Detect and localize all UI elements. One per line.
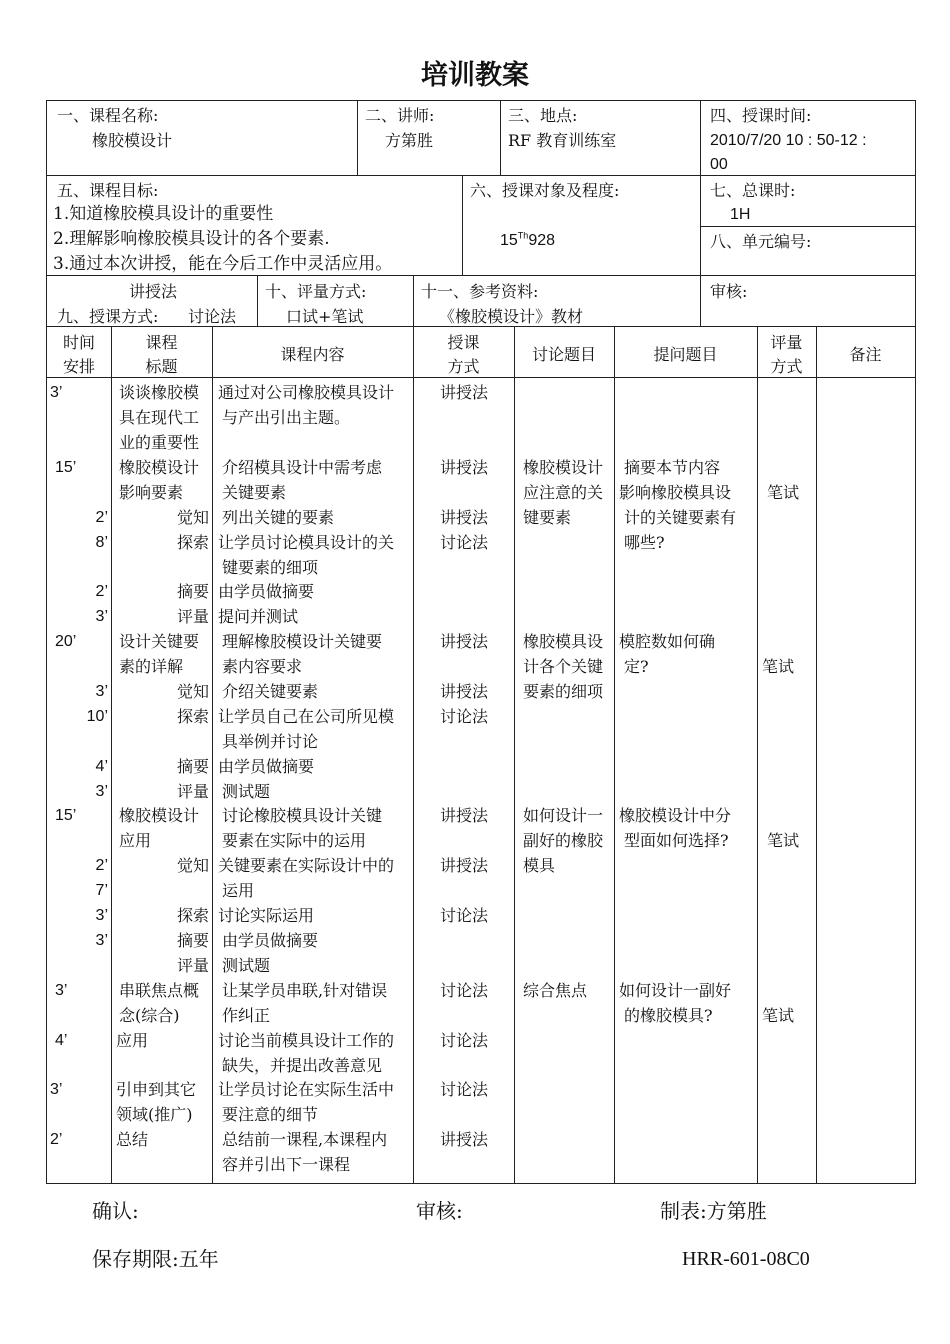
- topic-cell: 总结: [116, 1130, 149, 1149]
- total-hours-value: 1H: [730, 206, 751, 223]
- time-sub-cell: 2’: [95, 509, 108, 526]
- mode-cell: 讲授法: [440, 682, 489, 701]
- content-cell: 关键要素: [222, 483, 287, 502]
- time-value-line1: 2010/7/20 10 : 50-12 :: [710, 132, 867, 149]
- col-header-time: 安排: [62, 357, 95, 376]
- col-header-mode: 授课: [447, 333, 480, 352]
- mode-cell: 讲授法: [440, 856, 489, 875]
- content-cell: 介绍模具设计中需考虑: [222, 458, 383, 477]
- topic-cell: 谈谈橡胶模: [119, 383, 200, 402]
- topic-cell: 设计关键要: [119, 632, 200, 651]
- method-label: 九、授课方式:: [57, 307, 159, 326]
- content-cell: 作纠正: [222, 1006, 271, 1025]
- step-cell: 摘要: [176, 757, 209, 776]
- question-cell: 模腔数如何确: [619, 632, 716, 651]
- review-label: 审核:: [710, 282, 748, 301]
- footer-doc-number: HRR-601-08C0: [682, 1248, 810, 1270]
- time-cell: 3’: [55, 982, 68, 999]
- time-cell: 15’: [55, 807, 77, 824]
- time-sub-cell: 3’: [95, 683, 108, 700]
- goal-item: 1.知道橡胶模具设计的重要性: [53, 204, 274, 224]
- discuss-cell: 键要素: [523, 508, 572, 527]
- discuss-cell: 应注意的关: [523, 483, 604, 502]
- time-sub-cell: 4’: [95, 758, 108, 775]
- content-cell: 关键要素在实际设计中的: [218, 856, 395, 875]
- col-header-discuss: 讨论题目: [531, 345, 596, 364]
- time-sub-cell: 7’: [95, 882, 108, 899]
- step-cell: 摘要: [176, 582, 209, 601]
- location-value: RF 教育训练室: [508, 131, 617, 150]
- discuss-cell: 橡胶模具设: [523, 632, 604, 651]
- content-cell: 通过对公司橡胶模具设计: [218, 383, 395, 402]
- goal-item: 3.通过本次讲授，能在今后工作中灵活应用。: [53, 254, 393, 274]
- content-cell: 容并引出下一课程: [222, 1155, 351, 1174]
- ref-label: 十一、参考资料:: [421, 282, 539, 301]
- topic-cell: 引申到其它: [116, 1080, 197, 1099]
- mode-cell: 讲授法: [440, 383, 489, 402]
- content-cell: 要注意的细节: [222, 1105, 319, 1124]
- col-header-topic: 标题: [145, 357, 178, 376]
- col-header-mode: 方式: [447, 357, 480, 376]
- content-cell: 缺失，并提出改善意见: [222, 1056, 383, 1075]
- content-cell: 讨论实际运用: [218, 906, 315, 925]
- unit-no-label: 八、单元编号:: [710, 232, 812, 251]
- col-header-remark: 备注: [849, 345, 882, 364]
- topic-cell: 橡胶模设计: [119, 458, 200, 477]
- location-label: 三、地点:: [508, 106, 578, 125]
- time-label: 四、授课时间:: [710, 106, 812, 125]
- step-cell: 觉知: [176, 508, 209, 527]
- eval-cell: 笔试: [762, 1006, 795, 1025]
- time-cell: 3’: [50, 384, 63, 401]
- discuss-cell: 模具: [523, 856, 556, 875]
- col-header-time: 时间: [62, 333, 95, 352]
- content-cell: 列出关键的要素: [222, 508, 335, 527]
- teacher-label: 二、讲师:: [365, 106, 435, 125]
- audience-value: 15Th928: [500, 230, 556, 249]
- question-cell: 定?: [624, 657, 649, 676]
- mode-cell: 讨论法: [440, 1031, 489, 1050]
- content-cell: 让学员讨论在实际生活中: [218, 1080, 395, 1099]
- step-cell: 探索: [176, 906, 209, 925]
- teacher-name: 方第胜: [385, 131, 434, 150]
- method-top-value: 讲授法: [129, 282, 178, 301]
- time-cell: 3’: [50, 1081, 63, 1098]
- step-cell: 觉知: [176, 682, 209, 701]
- goal-label: 五、课程目标:: [57, 181, 159, 200]
- question-cell: 的橡胶模具?: [624, 1006, 713, 1025]
- mode-cell: 讲授法: [440, 508, 489, 527]
- discuss-cell: 如何设计一: [523, 806, 604, 825]
- content-cell: 讨论橡胶模具设计关键: [222, 806, 383, 825]
- question-cell: 哪些?: [624, 533, 665, 552]
- topic-cell: 素的详解: [119, 657, 184, 676]
- ref-value: 《橡胶模设计》教材: [439, 307, 584, 326]
- discuss-cell: 副好的橡胶: [523, 831, 604, 850]
- eval-cell: 笔试: [767, 483, 800, 502]
- question-cell: 橡胶模设计中分: [619, 806, 732, 825]
- question-cell: 摘要本节内容: [624, 458, 721, 477]
- step-cell: 评量: [176, 956, 209, 975]
- step-cell: 探索: [176, 533, 209, 552]
- content-cell: 让某学员串联,针对错误: [222, 981, 388, 1000]
- topic-cell: 业的重要性: [119, 433, 200, 452]
- time-cell: 4’: [55, 1032, 68, 1049]
- question-cell: 如何设计一副好: [619, 981, 732, 1000]
- content-cell: 测试题: [222, 956, 271, 975]
- mode-cell: 讲授法: [440, 1130, 489, 1149]
- topic-cell: 应用: [116, 1031, 149, 1050]
- question-cell: 计的关键要素有: [624, 508, 737, 527]
- footer-maker: 制表:方第胜: [660, 1199, 767, 1223]
- time-sub-cell: 3’: [95, 907, 108, 924]
- document-title: 培训教案: [421, 60, 529, 91]
- eval-label: 十、评量方式:: [265, 282, 367, 301]
- eval-value: 口试+笔试: [286, 307, 364, 326]
- step-cell: 摘要: [176, 931, 209, 950]
- topic-cell: 应用: [119, 831, 152, 850]
- content-cell: 理解橡胶模设计关键要: [222, 632, 383, 651]
- time-sub-cell: 3’: [95, 932, 108, 949]
- time-value-line2: 00: [710, 156, 728, 173]
- content-cell: 由学员做摘要: [222, 931, 319, 950]
- step-cell: 觉知: [176, 856, 209, 875]
- content-cell: 提问并测试: [218, 607, 299, 626]
- footer-review: 审核:: [416, 1199, 463, 1223]
- content-cell: 运用: [222, 881, 255, 900]
- time-cell: 15’: [55, 459, 77, 476]
- content-cell: 与产出引出主题。: [222, 408, 351, 427]
- content-cell: 总结前一课程,本课程内: [222, 1130, 388, 1149]
- topic-cell: 具在现代工: [119, 408, 200, 427]
- goal-item: 2.理解影响橡胶模具设计的各个要素.: [53, 229, 330, 249]
- content-cell: 让学员讨论模具设计的关: [218, 533, 395, 552]
- topic-cell: 念(综合): [119, 1006, 180, 1025]
- content-cell: 由学员做摘要: [218, 582, 315, 601]
- discuss-cell: 要素的细项: [523, 682, 604, 701]
- footer-retention: 保存期限:五年: [92, 1247, 219, 1271]
- col-header-eval: 方式: [770, 357, 803, 376]
- topic-cell: 串联焦点概: [119, 981, 200, 1000]
- discuss-cell: 橡胶模设计: [523, 458, 604, 477]
- mode-cell: 讨论法: [440, 533, 489, 552]
- content-cell: 介绍关键要素: [222, 682, 319, 701]
- content-cell: 要素在实际中的运用: [222, 831, 367, 850]
- time-sub-cell: 3’: [95, 608, 108, 625]
- step-cell: 探索: [176, 707, 209, 726]
- discuss-cell: 计各个关键: [523, 657, 604, 676]
- total-hours-label: 七、总课时:: [710, 181, 796, 200]
- topic-cell: 影响要素: [119, 483, 184, 502]
- mode-cell: 讲授法: [440, 632, 489, 651]
- content-cell: 由学员做摘要: [218, 757, 315, 776]
- eval-cell: 笔试: [762, 657, 795, 676]
- content-cell: 让学员自己在公司所见模: [218, 707, 395, 726]
- time-sub-cell: 10’: [86, 708, 108, 725]
- method-value: 讨论法: [188, 307, 237, 326]
- time-sub-cell: 3’: [95, 783, 108, 800]
- content-cell: 素内容要求: [222, 657, 303, 676]
- question-cell: 影响橡胶模具设: [619, 483, 732, 502]
- time-sub-cell: 2’: [95, 857, 108, 874]
- course-name-label: 一、课程名称:: [57, 106, 159, 125]
- content-cell: 具举例并讨论: [222, 732, 319, 751]
- topic-cell: 领域(推广): [116, 1105, 193, 1124]
- col-header-content: 课程内容: [280, 345, 345, 364]
- col-header-question: 提问题目: [653, 345, 718, 364]
- step-cell: 评量: [176, 782, 209, 801]
- mode-cell: 讲授法: [440, 806, 489, 825]
- step-cell: 评量: [176, 607, 209, 626]
- content-cell: 键要素的细项: [222, 558, 319, 577]
- mode-cell: 讨论法: [440, 1080, 489, 1099]
- audience-label: 六、授课对象及程度:: [470, 181, 620, 200]
- discuss-cell: 综合焦点: [523, 981, 588, 1000]
- topic-cell: 橡胶模设计: [119, 806, 200, 825]
- col-header-eval: 评量: [770, 333, 803, 352]
- content-cell: 讨论当前模具设计工作的: [218, 1031, 395, 1050]
- time-cell: 20’: [55, 633, 77, 650]
- content-cell: 测试题: [222, 782, 271, 801]
- question-cell: 型面如何选择?: [624, 831, 729, 850]
- col-header-topic: 课程: [145, 333, 178, 352]
- course-name: 橡胶模设计: [92, 131, 173, 150]
- mode-cell: 讨论法: [440, 981, 489, 1000]
- time-sub-cell: 2’: [95, 583, 108, 600]
- eval-cell: 笔试: [767, 831, 800, 850]
- mode-cell: 讨论法: [440, 906, 489, 925]
- mode-cell: 讨论法: [440, 707, 489, 726]
- footer-confirm: 确认:: [92, 1199, 139, 1223]
- time-cell: 2’: [50, 1131, 63, 1148]
- time-sub-cell: 8’: [95, 534, 108, 551]
- mode-cell: 讲授法: [440, 458, 489, 477]
